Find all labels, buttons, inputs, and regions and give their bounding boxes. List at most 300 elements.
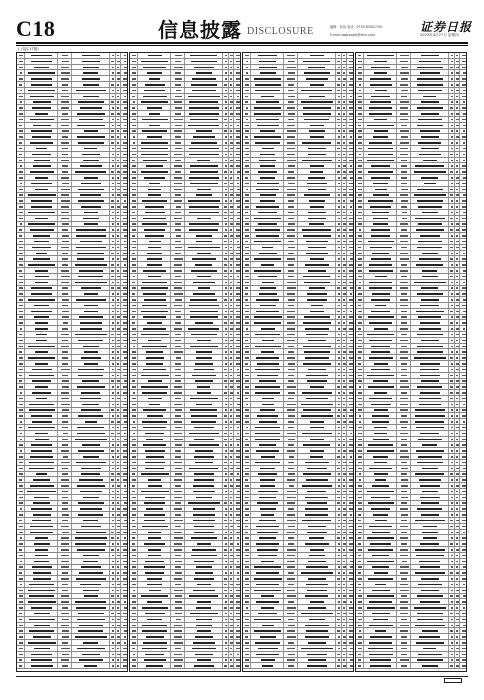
- table-cell: [284, 94, 297, 99]
- cell-text: [84, 305, 98, 307]
- cell-text: [230, 311, 232, 313]
- cell-text: [337, 72, 340, 74]
- table-cell: [284, 268, 297, 273]
- cell-text: [308, 148, 326, 150]
- cell-text: [117, 473, 120, 475]
- cell-text: [175, 142, 180, 144]
- cell-text: [19, 282, 23, 284]
- table-cell: [284, 489, 297, 494]
- table-cell: [58, 646, 71, 651]
- table-cell: [171, 623, 184, 628]
- cell-text: [230, 270, 232, 272]
- cell-text: [338, 113, 340, 115]
- cell-text: [123, 514, 127, 516]
- cell-text: [117, 479, 119, 481]
- cell-text: [343, 160, 346, 162]
- table-cell: [284, 623, 297, 628]
- table-cell: [130, 408, 138, 413]
- cell-text: [305, 508, 328, 510]
- cell-text: [123, 508, 127, 510]
- cell-text: [112, 590, 114, 592]
- cell-text: [245, 357, 249, 359]
- cell-text: [343, 183, 345, 185]
- cell-text: [80, 322, 102, 324]
- cell-text: [124, 439, 127, 441]
- cell-text: [256, 584, 279, 586]
- table-cell: [234, 280, 241, 285]
- cell-text: [230, 206, 233, 208]
- table-cell: [284, 408, 297, 413]
- cell-text: [237, 189, 240, 191]
- table-cell: [121, 245, 128, 250]
- table-cell: [138, 524, 172, 529]
- cell-text: [132, 380, 135, 382]
- table-cell: [58, 286, 71, 291]
- table-cell: [58, 663, 71, 668]
- table-cell: [58, 65, 71, 70]
- table-cell: [284, 344, 297, 349]
- cell-text: [112, 107, 114, 109]
- table-cell: [234, 88, 241, 93]
- table-cell: [397, 129, 410, 134]
- cell-text: [310, 427, 325, 429]
- cell-text: [141, 142, 167, 144]
- cell-text: [61, 160, 69, 162]
- cell-text: [117, 508, 119, 510]
- cell-text: [148, 549, 161, 551]
- cell-text: [112, 561, 114, 563]
- table-cell: [25, 582, 59, 587]
- table-cell: [243, 111, 251, 116]
- table-cell: [251, 506, 285, 511]
- cell-text: [76, 532, 106, 534]
- cell-text: [123, 101, 127, 103]
- table-cell: [25, 367, 59, 372]
- cell-text: [338, 648, 340, 650]
- table-cell: [460, 94, 467, 99]
- table-cell: [130, 477, 138, 482]
- cell-text: [463, 90, 466, 92]
- cell-text: [112, 607, 114, 609]
- cell-text: [245, 200, 249, 202]
- cell-text: [123, 119, 126, 121]
- table-cell: [298, 402, 336, 407]
- table-cell: [72, 291, 110, 296]
- cell-text: [112, 258, 114, 260]
- cell-text: [197, 543, 210, 545]
- cell-text: [112, 444, 114, 446]
- table-cell: [25, 204, 59, 209]
- table-cell: [25, 233, 59, 238]
- table-cell: [121, 431, 128, 436]
- table-cell: [347, 611, 354, 616]
- table-cell: [185, 570, 223, 575]
- cell-text: [149, 183, 160, 185]
- table-cell: [58, 623, 71, 628]
- cell-text: [117, 590, 119, 592]
- cell-text: [287, 282, 296, 284]
- table-cell: [185, 640, 223, 645]
- cell-text: [343, 601, 345, 603]
- table-cell: [356, 59, 364, 64]
- cell-text: [83, 84, 99, 86]
- table-cell: [72, 448, 110, 453]
- cell-text: [132, 601, 135, 603]
- table-cell: [72, 594, 110, 599]
- table-cell: [298, 239, 336, 244]
- cell-text: [309, 555, 326, 557]
- cell-text: [147, 601, 161, 603]
- table-cell: [58, 82, 71, 87]
- cell-text: [256, 654, 278, 656]
- cell-text: [111, 473, 114, 475]
- cell-text: [338, 514, 340, 516]
- cell-text: [258, 212, 278, 214]
- table-cell: [364, 88, 398, 93]
- table-cell: [121, 227, 128, 232]
- cell-text: [230, 468, 233, 470]
- cell-text: [76, 235, 106, 237]
- cell-text: [117, 439, 119, 441]
- cell-text: [19, 316, 22, 318]
- cell-text: [19, 485, 23, 487]
- table-cell: [17, 611, 25, 616]
- cell-text: [28, 90, 55, 92]
- cell-text: [236, 328, 241, 330]
- table-cell: [58, 431, 71, 436]
- cell-text: [254, 78, 280, 80]
- cell-text: [230, 369, 232, 371]
- table-cell: [72, 309, 110, 314]
- table-cell: [171, 570, 184, 575]
- table-cell: [130, 361, 138, 366]
- cell-text: [133, 433, 136, 435]
- cell-text: [307, 299, 327, 301]
- table-cell: [251, 541, 285, 546]
- table-cell: [25, 65, 59, 70]
- cell-text: [117, 369, 120, 371]
- table-cell: [284, 506, 297, 511]
- cell-text: [288, 601, 294, 603]
- table-cell: [121, 111, 128, 116]
- cell-text: [124, 235, 127, 237]
- cell-text: [83, 590, 99, 592]
- cell-text: [35, 218, 49, 220]
- cell-text: [230, 189, 233, 191]
- table-cell: [130, 617, 138, 622]
- cell-text: [196, 72, 213, 74]
- cell-text: [230, 113, 233, 115]
- cell-text: [123, 206, 127, 208]
- table-cell: [185, 512, 223, 517]
- table-cell: [347, 396, 354, 401]
- cell-text: [230, 642, 233, 644]
- cell-text: [349, 101, 354, 103]
- table-cell: [171, 518, 184, 523]
- table-cell: [130, 402, 138, 407]
- table-cell: [356, 94, 364, 99]
- table-cell: [298, 163, 336, 168]
- table-cell: [121, 384, 128, 389]
- table-cell: [185, 268, 223, 273]
- table-cell: [130, 332, 138, 337]
- cell-text: [142, 282, 166, 284]
- cell-text: [117, 665, 119, 667]
- cell-text: [230, 171, 232, 173]
- cell-text: [75, 543, 106, 545]
- cell-text: [192, 648, 217, 650]
- cell-text: [111, 84, 114, 86]
- cell-text: [306, 334, 328, 336]
- table-cell: [138, 59, 172, 64]
- cell-text: [337, 340, 340, 342]
- table-cell: [243, 384, 251, 389]
- cell-text: [302, 392, 332, 394]
- cell-text: [230, 636, 233, 638]
- table-cell: [284, 198, 297, 203]
- cell-text: [310, 439, 324, 441]
- cell-text: [237, 398, 240, 400]
- cell-text: [287, 502, 294, 504]
- cell-text: [237, 433, 240, 435]
- cell-text: [132, 67, 136, 69]
- table-cell: [185, 344, 223, 349]
- cell-text: [237, 572, 240, 574]
- table-cell: [138, 297, 172, 302]
- cell-text: [132, 613, 136, 615]
- cell-text: [32, 520, 51, 522]
- cell-text: [289, 485, 294, 487]
- cell-text: [338, 566, 340, 568]
- table-cell: [185, 419, 223, 424]
- table-cell: [251, 576, 285, 581]
- cell-text: [225, 107, 227, 109]
- table-cell: [130, 303, 138, 308]
- cell-text: [19, 253, 22, 255]
- table-cell: [298, 297, 336, 302]
- table-cell: [171, 553, 184, 558]
- cell-text: [19, 107, 23, 109]
- cell-text: [245, 270, 248, 272]
- cell-text: [343, 369, 345, 371]
- cell-text: [112, 189, 114, 191]
- table-cell: [121, 268, 128, 273]
- cell-text: [61, 566, 69, 568]
- cell-text: [132, 160, 135, 162]
- cell-text: [124, 72, 127, 74]
- table-cell: [138, 663, 172, 668]
- cell-text: [112, 328, 114, 330]
- table-cell: [171, 233, 184, 238]
- table-cell: [185, 460, 223, 465]
- table-cell: [251, 76, 285, 81]
- cell-text: [80, 328, 101, 330]
- table-cell: [185, 477, 223, 482]
- cell-text: [462, 78, 465, 80]
- cell-text: [337, 502, 340, 504]
- cell-text: [111, 595, 114, 597]
- table-cell: [284, 355, 297, 360]
- cell-text: [190, 409, 217, 411]
- cell-text: [245, 555, 248, 557]
- cell-text: [261, 607, 274, 609]
- cell-text: [245, 491, 248, 493]
- table-cell: [130, 274, 138, 279]
- cell-text: [350, 311, 353, 313]
- cell-text: [259, 497, 276, 499]
- cell-text: [255, 142, 280, 144]
- table-cell: [185, 117, 223, 122]
- cell-text: [462, 107, 466, 109]
- table-cell: [356, 105, 364, 110]
- cell-text: [236, 502, 240, 504]
- cell-text: [307, 665, 327, 667]
- cell-text: [230, 299, 232, 301]
- cell-text: [117, 119, 119, 121]
- cell-text: [76, 462, 106, 464]
- table-cell: [130, 553, 138, 558]
- cell-text: [245, 183, 249, 185]
- cell-text: [309, 200, 324, 202]
- table-cell: [284, 111, 297, 116]
- cell-text: [196, 351, 212, 353]
- cell-text: [349, 619, 353, 621]
- cell-text: [191, 270, 218, 272]
- cell-text: [230, 497, 232, 499]
- cell-text: [61, 398, 69, 400]
- table-cell: [72, 239, 110, 244]
- cell-text: [35, 322, 48, 324]
- cell-text: [306, 253, 328, 255]
- table-cell: [72, 198, 110, 203]
- cell-text: [112, 282, 114, 284]
- cell-text: [349, 398, 353, 400]
- table-cell: [185, 402, 223, 407]
- cell-text: [254, 619, 282, 621]
- cell-text: [349, 491, 353, 493]
- cell-text: [174, 258, 183, 260]
- table-cell: [234, 646, 241, 651]
- table-cell: [251, 379, 285, 384]
- cell-text: [132, 200, 136, 202]
- table-cell: [130, 140, 138, 145]
- cell-text: [19, 206, 24, 208]
- cell-text: [75, 537, 107, 539]
- cell-text: [260, 409, 276, 411]
- table-cell: [298, 367, 336, 372]
- cell-text: [255, 433, 280, 435]
- table-cell: [234, 123, 241, 128]
- cell-text: [260, 485, 275, 487]
- table-cell: [234, 466, 241, 471]
- cell-text: [148, 479, 162, 481]
- table-cell: [234, 623, 241, 628]
- cell-text: [343, 613, 346, 615]
- table-cell: [58, 355, 71, 360]
- cell-text: [19, 590, 23, 592]
- table-cell: [171, 448, 184, 453]
- cell-text: [196, 566, 213, 568]
- cell-text: [287, 287, 296, 289]
- cell-text: [123, 282, 126, 284]
- cell-text: [112, 369, 114, 371]
- table-cell: [171, 239, 184, 244]
- cell-text: [112, 183, 114, 185]
- cell-text: [245, 386, 249, 388]
- table-cell: [298, 518, 336, 523]
- cell-text: [305, 328, 328, 330]
- cell-text: [259, 421, 277, 423]
- cell-text: [224, 584, 227, 586]
- cell-text: [117, 456, 119, 458]
- table-cell: [58, 530, 71, 535]
- table-cell: [17, 460, 25, 465]
- table-cell: [243, 146, 251, 151]
- table-cell: [185, 210, 223, 215]
- cell-text: [302, 485, 332, 487]
- cell-text: [288, 642, 293, 644]
- table-cell: [25, 501, 59, 506]
- table-cell: [347, 547, 354, 552]
- table-cell: [234, 582, 241, 587]
- table-cell: [185, 576, 223, 581]
- table-cell: [25, 512, 59, 517]
- cell-text: [141, 375, 169, 377]
- cell-text: [117, 316, 119, 318]
- table-cell: [298, 262, 336, 267]
- table-cell: [234, 489, 241, 494]
- cell-text: [19, 276, 22, 278]
- table-cell: [130, 227, 138, 232]
- table-cell: [58, 570, 71, 575]
- cell-text: [83, 642, 98, 644]
- cell-text: [230, 398, 232, 400]
- cell-text: [117, 299, 119, 301]
- table-cell: [243, 210, 251, 215]
- cell-text: [32, 136, 51, 138]
- cell-text: [225, 491, 227, 493]
- cell-text: [76, 578, 106, 580]
- cell-text: [145, 497, 165, 499]
- cell-text: [343, 450, 345, 452]
- table-cell: [17, 512, 25, 517]
- table-cell: [347, 501, 354, 506]
- table-cell: [72, 605, 110, 610]
- cell-text: [61, 67, 69, 69]
- cell-text: [310, 450, 324, 452]
- table-cell: [284, 163, 297, 168]
- table-cell: [234, 640, 241, 645]
- cell-text: [225, 136, 227, 138]
- table-cell: [130, 367, 138, 372]
- cell-text: [338, 427, 340, 429]
- table-cell: [17, 408, 25, 413]
- cell-text: [287, 549, 296, 551]
- cell-text: [230, 229, 232, 231]
- table-cell: [284, 646, 297, 651]
- table-cell: [17, 70, 25, 75]
- cell-text: [246, 328, 249, 330]
- cell-text: [124, 398, 127, 400]
- cell-text: [112, 154, 114, 156]
- table-cell: [298, 477, 336, 482]
- table-cell: [171, 256, 184, 261]
- cell-text: [225, 532, 227, 534]
- table-cell: [185, 396, 223, 401]
- cell-text: [36, 253, 48, 255]
- table-cell: [411, 129, 449, 134]
- table-cell: [347, 204, 354, 209]
